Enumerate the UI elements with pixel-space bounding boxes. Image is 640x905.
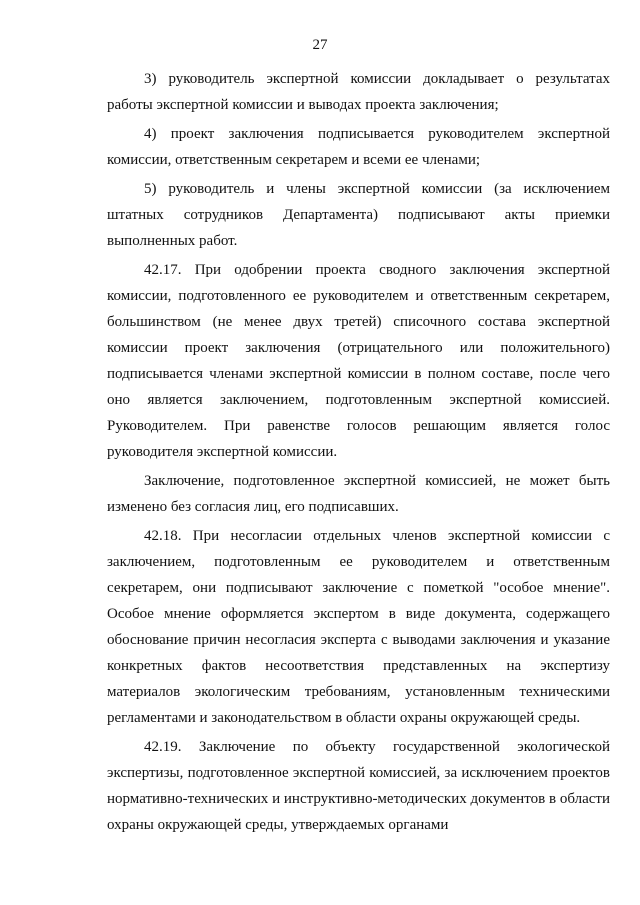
document-body [107, 66, 610, 838]
paragraph-42-19: 42.19. Заключение по объекту государственной экологической экспертизы, подготовленное экспертной комиссией, за исключением проектов нормативно-технических и инструктивно-методических документов в области охраны окружающей среды, утверждаемых органами [107, 739, 610, 833]
paragraph-item-4: 4) проект заключения подписывается руководителем экспертной комиссии, ответственным секретарем и всеми ее членами; [107, 126, 610, 168]
paragraph-item-5: 5) руководитель и члены экспертной комиссии (за исключением штатных сотрудников Департамента) подписывают акты приемки выполненных работ. [107, 181, 610, 249]
paragraph-42-18: 42.18. При несогласии отдельных членов экспертной комиссии с заключением, подготовленным ее руководителем и ответственным секретарем, они подписывают заключение с пометкой "особое мнение". Особое мнение оформляется экспертом в виде документа, содержащего обоснование причин несогласия эксперта с выводами заключения и указание конкретных фактов несоответствия представленных на экспертизу материалов экологическим требованиям, установленным техническими регламентами и законодательством в области охраны окружающей среды. [107, 528, 610, 726]
paragraph-42-17: 42.17. При одобрении проекта сводного заключения экспертной комиссии, подготовленного ее руководителем и ответственным секретарем, большинством (не менее двух третей) списочного состава экспертной комиссии проект заключения (отрицательного или положительного) подписывается членами экспертной комиссии в полном составе, после чего оно является заключением, подготовленным экспертной комиссией. Руководителем. При равенстве голосов решающим является голос руководителя экспертной комиссии. [107, 262, 610, 460]
paragraph-conclusion-note: Заключение, подготовленное экспертной комиссией, не может быть изменено без согласия лиц, его подписавших. [107, 473, 610, 515]
page-number: 27 [312, 37, 328, 53]
paragraph-item-3: 3) руководитель экспертной комиссии докладывает о результатах работы экспертной комиссии и выводах проекта заключения; [107, 71, 610, 113]
